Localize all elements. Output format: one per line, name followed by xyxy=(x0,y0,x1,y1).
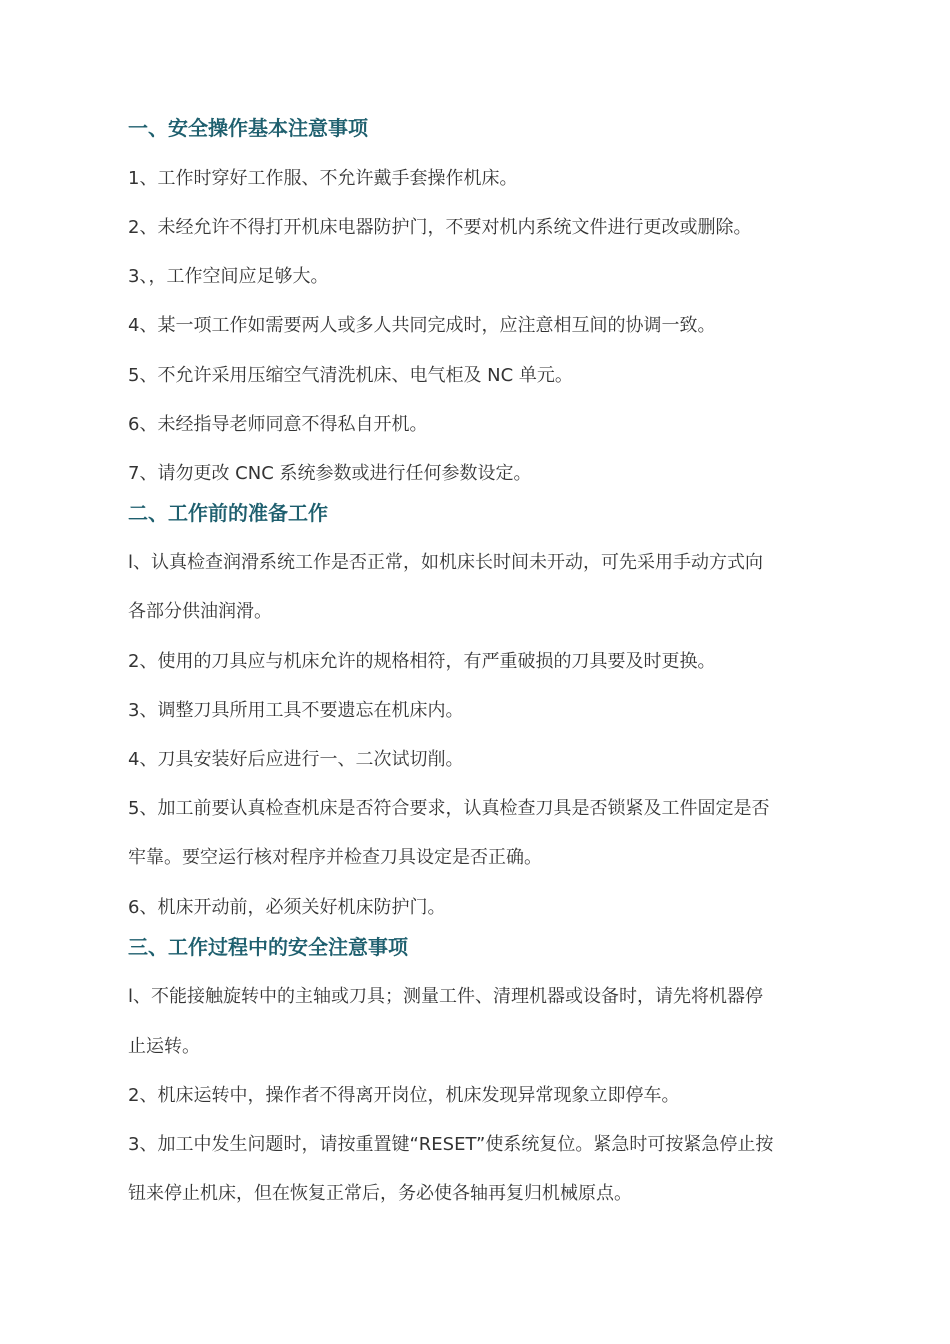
section-heading: 三、工作过程中的安全注意事项 xyxy=(128,935,408,959)
paragraph-line: 2、使用的刀具应与机床允许的规格相符，有严重破损的刀具要及时更换。 xyxy=(128,651,716,672)
paragraph-line: 6、未经指导老师同意不得私自开机。 xyxy=(128,414,428,435)
paragraph-line: 1、工作时穿好工作服、不允许戴手套操作机床。 xyxy=(128,168,518,189)
paragraph-line: 2、机床运转中，操作者不得离开岗位，机床发现异常现象立即停车。 xyxy=(128,1085,680,1106)
paragraph-line: l、认真检查润滑系统工作是否正常，如机床长时间未开动，可先采用手动方式向 xyxy=(128,552,763,573)
paragraph-line: 2、未经允许不得打开机床电器防护门，不要对机内系统文件进行更改或删除。 xyxy=(128,217,752,238)
section-heading: 一、安全操作基本注意事项 xyxy=(128,116,368,140)
paragraph-line: 4、某一项工作如需要两人或多人共同完成时，应注意相互间的协调一致。 xyxy=(128,315,716,336)
paragraph-line: l、不能接触旋转中的主轴或刀具；测量工件、清理机器或设备时，请先将机器停 xyxy=(128,986,763,1007)
section-heading: 二、工作前的准备工作 xyxy=(128,501,328,525)
paragraph-line: 4、刀具安装好后应进行一、二次试切削。 xyxy=(128,749,464,770)
paragraph-line: 牢靠。要空运行核对程序并检查刀具设定是否正确。 xyxy=(128,847,542,868)
paragraph-line: 3、加工中发生问题时，请按重置键“RESET”使系统复位。紧急时可按紧急停止按 xyxy=(128,1134,774,1155)
paragraph-line: 5、不允许采用压缩空气清洗机床、电气柜及 NC 单元。 xyxy=(128,365,573,386)
paragraph-line: 各部分供油润滑。 xyxy=(128,601,272,622)
paragraph-line: 5、加工前要认真检查机床是否符合要求，认真检查刀具是否锁紧及工件固定是否 xyxy=(128,798,770,819)
paragraph-line: 止运转。 xyxy=(128,1036,200,1057)
paragraph-line: 钮来停止机床，但在恢复正常后，务必使各轴再复归机械原点。 xyxy=(128,1183,632,1204)
paragraph-line: 7、请勿更改 CNC 系统参数或进行任何参数设定。 xyxy=(128,463,532,484)
paragraph-line: 6、机床开动前，必须关好机床防护门。 xyxy=(128,897,446,918)
paragraph-line: 3、，工作空间应足够大。 xyxy=(128,266,329,287)
paragraph-line: 3、调整刀具所用工具不要遗忘在机床内。 xyxy=(128,700,464,721)
